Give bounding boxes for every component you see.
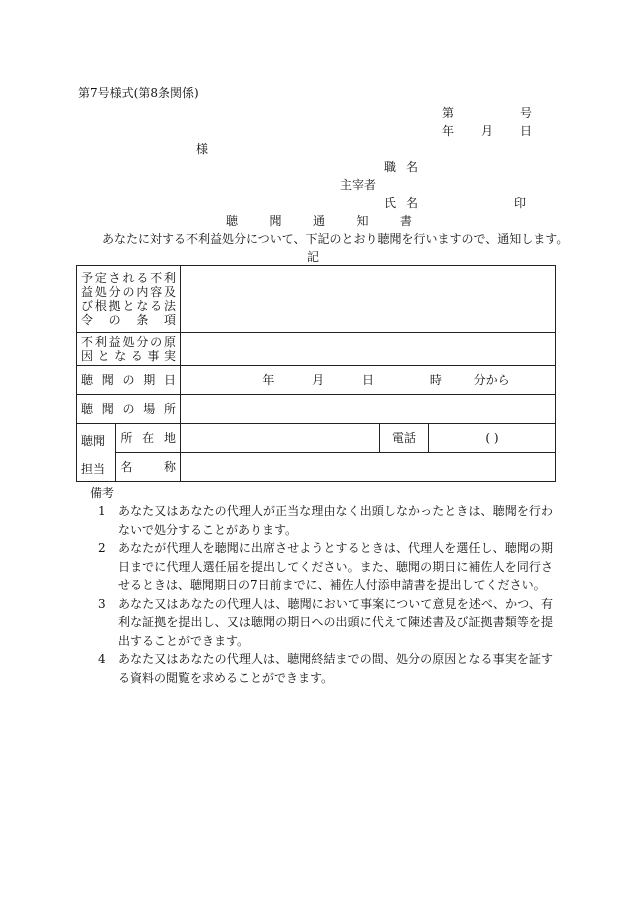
list-item (98, 595, 553, 651)
remark-text: あなた又はあなたの代理人が正当な理由なく出頭しなかったときは、聴聞を行わないで処分することがあります。 (118, 504, 553, 537)
list-item (98, 539, 553, 595)
remark-number: 4 (98, 652, 106, 666)
addressee-suffix: 様 (196, 142, 209, 156)
name-value (181, 453, 556, 482)
address-label: 所在地 (116, 424, 181, 453)
address-value (181, 424, 380, 453)
phone-value: ( ) (429, 424, 556, 453)
phone-label: 電話 (380, 424, 429, 453)
date-year: 年 (262, 373, 275, 387)
document-title (226, 214, 412, 228)
table-row (77, 333, 556, 366)
remarks-list (98, 502, 553, 687)
title-char: 書 (399, 214, 412, 228)
remarks-heading: 備考 (90, 486, 115, 500)
proposed-disposition-label: 予定される不利益処分の内容及び根拠となる法令の条項 (77, 266, 181, 333)
hearing-date-label: 聴聞の期日 (77, 366, 181, 395)
table-row (77, 366, 556, 395)
date-minute: 分から (473, 373, 510, 387)
date-row (442, 122, 532, 140)
title-char: 聴 (226, 214, 239, 228)
month-label: 月 (480, 124, 493, 138)
cause-facts-value (181, 333, 556, 366)
remark-number: 3 (98, 596, 106, 611)
intro-text: あなたに対する不利益処分について、下記のとおり聴聞を行いますので、通知します。 (102, 232, 569, 246)
remark-number: 2 (98, 541, 106, 555)
title-char: 聞 (269, 214, 282, 228)
hearing-contact-group-label (77, 424, 116, 482)
hearing-date-value (181, 366, 556, 395)
date-day: 日 (361, 373, 374, 387)
name-label: 氏名 (384, 196, 429, 210)
remark-text: あなた又はあなたの代理人は、聴聞において事案について意見を述べ、かつ、有利な証拠を提出し、又は聴聞の期日への出頭に代えて陳述書及び証拠書類等を提出することができます。 (118, 596, 553, 648)
table-row (77, 424, 556, 453)
table-row (77, 266, 556, 333)
seal-mark: 印 (514, 196, 527, 210)
organizer-role: 主宰者 (340, 178, 377, 192)
group-label-text: 聴聞担当 (81, 433, 106, 476)
name-label: 名称 (116, 453, 181, 482)
remark-text: あなたが代理人を聴聞に出席させようとするときは、代理人を選任し、聴聞の期日までに代理人選任届を提出してください。また、聴聞の期日に補佐人を同行させるときは、聴聞期日の7日前までに、補佐人付添申請書を提出してください。 (118, 541, 553, 592)
proposed-disposition-value (181, 266, 556, 333)
hearing-place-value (181, 395, 556, 424)
remark-text: あなた又はあなたの代理人は、聴聞終結までの間、処分の原因となる事実を証する資料の閲覧を求めることができます。 (118, 652, 553, 685)
number-label: 第 (442, 106, 455, 120)
document-number-row (442, 104, 532, 122)
year-label: 年 (442, 124, 455, 138)
hearing-place-label: 聴聞の場所 (77, 395, 181, 424)
number-suffix: 号 (519, 106, 532, 120)
title-char: 通 (312, 214, 325, 228)
list-item (98, 502, 553, 539)
cause-facts-label: 不利益処分の原因となる事実 (77, 333, 181, 366)
table-row (77, 453, 556, 482)
day-label: 日 (519, 124, 532, 138)
ki-heading: 記 (307, 250, 320, 264)
remark-number: 1 (98, 504, 106, 518)
title-char: 知 (356, 214, 369, 228)
list-item (98, 650, 553, 687)
date-hour: 時 (429, 373, 442, 387)
table-row (77, 395, 556, 424)
form-number-title: 第7号様式(第8条関係) (78, 86, 199, 100)
date-month: 月 (312, 373, 325, 387)
document-number-date (442, 104, 532, 140)
hearing-details-table (76, 265, 556, 482)
post-label: 職名 (384, 160, 429, 174)
